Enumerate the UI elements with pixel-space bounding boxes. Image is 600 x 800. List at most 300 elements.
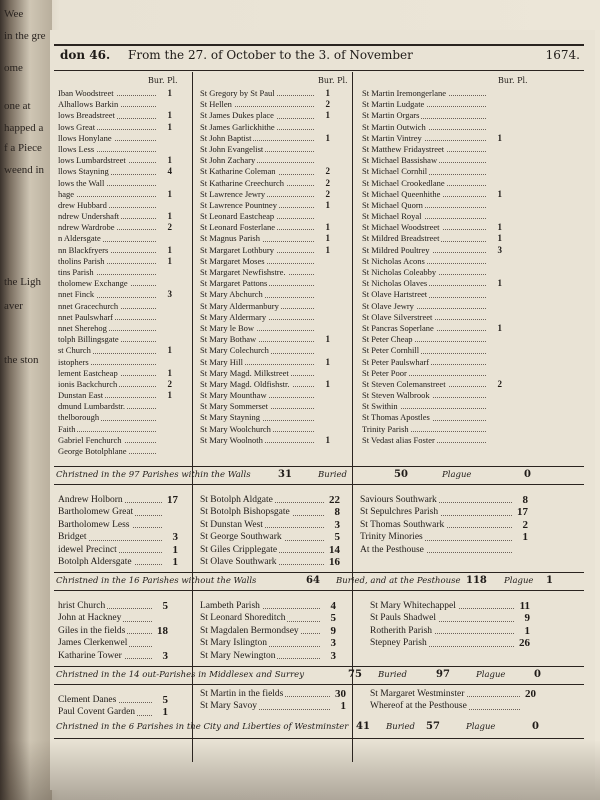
parish-row	[58, 637, 168, 649]
parish-row	[58, 625, 168, 637]
burials-count: 1	[167, 345, 172, 356]
parish-name: St John Baptist	[200, 132, 252, 143]
parish-name: St Michael Cornhil	[362, 166, 428, 177]
parish-row	[58, 694, 168, 706]
parish-name: tins Parish	[58, 267, 94, 277]
parish-name: Bartholomew Great	[58, 507, 134, 518]
burials-count: 1	[325, 110, 330, 121]
parish-row	[362, 200, 502, 211]
burials-count: 26	[519, 637, 530, 650]
parish-row	[58, 301, 172, 312]
parish-row	[362, 345, 502, 356]
parish-row	[200, 688, 346, 700]
parish-name: St Pauls Shadwel	[370, 613, 436, 624]
parish-name: Faith	[58, 423, 76, 434]
burials-count: 1	[325, 199, 330, 210]
parish-row	[200, 99, 330, 110]
top-rule	[54, 44, 584, 46]
out-parishes-col2	[200, 600, 336, 662]
parish-name: St James Garlickhithe	[200, 121, 275, 132]
burials-count: 30	[335, 688, 346, 700]
burials-count: 1	[497, 188, 502, 199]
parish-name: St Mary Magd. Milkstreet	[200, 367, 289, 378]
parish-name: Stepney Parish	[370, 638, 427, 649]
parish-name: St John Zachary	[200, 155, 256, 166]
parish-name: St Mary Bothaw	[200, 334, 257, 345]
parish-row	[58, 200, 172, 211]
parish-name: James Clerkenwel	[58, 638, 128, 649]
burials-count: 1	[162, 706, 168, 719]
burials-count: 14	[329, 543, 340, 556]
parish-row	[362, 357, 502, 368]
parish-name: St Lawrence Pountney	[200, 199, 277, 210]
parish-row	[200, 700, 346, 712]
parish-row	[362, 155, 502, 166]
parish-name: nn Blackfryers	[58, 244, 109, 255]
parish-name: St Steven Walbrook	[362, 390, 430, 401]
parish-row	[200, 401, 330, 412]
parish-row	[58, 401, 172, 412]
parish-row	[58, 345, 172, 356]
within-walls-summary: Christned in the 97 Parishes within the Walls 31 Buried 50 Plague 0	[56, 469, 531, 480]
rule-without-end	[54, 572, 584, 573]
parish-row	[200, 650, 336, 662]
burials-count: 11	[519, 600, 530, 612]
parish-name: St Margaret Westminster	[370, 689, 465, 699]
burials-count: 1	[167, 110, 172, 121]
date-range-title: From the 27. of October to the 3. of November	[128, 48, 413, 62]
burials-count: 1	[325, 132, 330, 143]
parish-name: St Thomas Apostles	[362, 412, 430, 423]
parish-name: hrist Church	[58, 601, 106, 611]
parish-row	[362, 390, 502, 401]
parish-row	[200, 133, 330, 144]
parish-row	[200, 222, 330, 233]
bottom-rule	[54, 738, 584, 739]
parish-row	[200, 625, 336, 637]
parish-row	[360, 506, 528, 518]
facing-page-text: one at	[4, 100, 31, 112]
parish-row	[200, 110, 330, 121]
parish-row	[200, 368, 330, 379]
city-summary: Christned in the 6 Parishes in the City and Liberties of Westminster 41 Buried 57 Plague 0	[56, 721, 539, 732]
parish-row	[370, 600, 530, 612]
parish-name: St Mary Aldermanbury	[200, 300, 279, 311]
rule-city-start	[54, 684, 584, 685]
burials-count: 3	[330, 637, 336, 650]
parish-row	[360, 531, 528, 543]
parish-name: Rotherith Parish	[370, 625, 433, 636]
facing-page	[0, 0, 52, 800]
parish-row	[362, 379, 502, 390]
parish-name: St Martin Outwich	[362, 121, 426, 132]
parish-name: Katharine Tower	[58, 650, 122, 661]
parish-row	[362, 278, 502, 289]
burials-count: 9	[330, 624, 336, 637]
parish-name: St Nicholas Acons	[362, 255, 425, 266]
parish-row	[362, 211, 502, 222]
parish-row	[58, 278, 172, 289]
parish-name: St Thomas Southwark	[360, 519, 445, 530]
burials-count: 16	[329, 555, 340, 568]
parish-row	[362, 178, 502, 189]
parish-name: tholomew Exchange	[58, 278, 128, 289]
parish-name: St Margaret Newfishstre.	[200, 267, 286, 277]
parish-name: St Vedast alias Foster	[362, 434, 435, 445]
parish-name: nnet Sherehog	[58, 322, 107, 333]
burials-count: 1	[325, 244, 330, 255]
parish-name: St Hellen	[200, 99, 232, 110]
burials-count: 18	[157, 624, 168, 637]
burials-count: 3	[497, 244, 502, 255]
parish-name: St Nicholas Olaves	[362, 278, 428, 289]
parish-name: ionis Backchurch	[58, 378, 118, 389]
burials-count: 3	[334, 518, 340, 531]
burials-count: 2	[167, 222, 172, 233]
parish-name: St George Southwark	[200, 532, 282, 543]
rule-without-start	[54, 484, 584, 485]
parish-name: St Mildred Breadstreet	[362, 233, 440, 244]
parish-name: St Botolph Aldgate	[200, 495, 273, 505]
parish-name: St Mary Islington	[200, 638, 268, 649]
parish-name: st Church	[58, 345, 91, 356]
parish-name: St Peter Paulswharf	[362, 356, 430, 367]
without-walls-summary: Christned in the 16 Parishes without the Walls 64 Buried, and at the Pesthouse 118 Plague 1	[56, 575, 553, 586]
burials-count: 1	[325, 356, 330, 367]
parish-row	[200, 278, 330, 289]
parish-row	[362, 323, 502, 334]
parish-name: St Mildred Poultrey	[362, 244, 430, 255]
parish-name: St Katharine Coleman	[200, 166, 276, 177]
parish-row	[200, 256, 330, 267]
parish-name: St Mary Whitechappel	[370, 601, 456, 611]
without-walls-col3	[360, 494, 528, 556]
parish-name: nnet Finck	[58, 289, 95, 300]
parish-name: St Gregory by St Paul	[200, 88, 275, 98]
parish-row	[58, 189, 172, 200]
parish-name: St Steven Colemanstreet	[362, 378, 446, 389]
burials-count: 1	[325, 434, 330, 445]
city-col2	[200, 688, 346, 713]
parish-row	[370, 637, 530, 649]
without-walls-col1	[58, 494, 178, 568]
burials-count: 9	[524, 612, 530, 625]
parish-name: Clement Danes	[58, 695, 117, 705]
parish-name: St Matthew Fridaystreet	[362, 143, 445, 154]
burials-count: 1	[497, 132, 502, 143]
parish-row	[58, 706, 168, 718]
burials-count: 2	[325, 166, 330, 177]
parish-name: ndrew Undershaft	[58, 211, 120, 222]
parish-row	[58, 133, 172, 144]
parish-row	[58, 144, 172, 155]
parish-name: St Mary Aldermary	[200, 311, 267, 322]
parish-name: idewel Precinct	[58, 544, 117, 555]
parish-name: St Peter Cheap	[362, 334, 413, 345]
parish-name: St Pancras Soperlane	[362, 322, 434, 333]
parish-row	[362, 233, 502, 244]
parish-row	[370, 612, 530, 624]
parish-row	[58, 256, 172, 267]
burials-count: 2	[325, 177, 330, 188]
parish-row	[58, 412, 172, 423]
within-walls-col1	[58, 88, 172, 457]
burials-count: 1	[167, 390, 172, 401]
parish-row	[200, 267, 330, 278]
parish-row	[362, 144, 502, 155]
facing-page-text: weend in	[4, 164, 45, 176]
burials-count: 2	[167, 378, 172, 389]
burials-count: 1	[167, 188, 172, 199]
facing-page-text: ome	[4, 62, 23, 74]
parish-name: George Botolphlane	[58, 446, 127, 456]
page-header	[60, 48, 580, 62]
facing-page-text: happed a	[4, 122, 44, 134]
year: 1674.	[545, 48, 580, 62]
parish-row	[360, 544, 528, 556]
parish-name: St Margaret Moses	[200, 255, 265, 266]
parish-row	[362, 133, 502, 144]
parish-name: St Martin Iremongerlane	[362, 88, 447, 98]
burials-count: 5	[162, 600, 168, 612]
parish-name: St Martin Orgars	[362, 110, 420, 121]
parish-row	[58, 122, 172, 133]
parish-row	[200, 544, 340, 556]
parish-name: St Michael Bassishaw	[362, 155, 438, 166]
parish-row	[58, 233, 172, 244]
parish-name: St Mary Mounthaw	[200, 390, 267, 401]
parish-row	[362, 99, 502, 110]
burials-count: 1	[172, 555, 178, 568]
burials-count: 1	[167, 255, 172, 266]
within-walls-col3	[362, 88, 502, 446]
burials-count: 1	[340, 700, 346, 713]
parish-row	[58, 110, 172, 121]
parish-name: St Mary Abchurch	[200, 289, 263, 300]
parish-row	[58, 368, 172, 379]
parish-name: St Magdalen Bermondsey	[200, 625, 299, 636]
city-col3	[370, 688, 536, 713]
parish-row	[58, 334, 172, 345]
parish-row	[200, 144, 330, 155]
parish-name: St Giles Cripplegate	[200, 544, 278, 555]
facing-page-text: in the gre	[4, 30, 46, 42]
parish-row	[362, 189, 502, 200]
parish-name: St Leonard Eastcheap	[200, 211, 275, 222]
parish-row	[58, 650, 168, 662]
parish-name: tolph Billingsgate	[58, 334, 119, 345]
parish-row	[200, 233, 330, 244]
parish-row	[370, 625, 530, 637]
parish-row	[58, 379, 172, 390]
parish-row	[362, 256, 502, 267]
parish-row	[362, 222, 502, 233]
parish-row	[58, 211, 172, 222]
parish-row	[200, 289, 330, 300]
burials-count: 17	[167, 494, 178, 506]
parish-row	[200, 519, 340, 531]
parish-row	[58, 155, 172, 166]
facing-page-text: f a Piece	[4, 142, 42, 154]
burials-count: 3	[162, 649, 168, 662]
parish-row	[58, 88, 172, 99]
parish-row	[58, 289, 172, 300]
out-parishes-col3	[370, 600, 530, 650]
parish-row	[362, 166, 502, 177]
parish-row	[58, 245, 172, 256]
burials-count: 1	[522, 531, 528, 544]
parish-row	[362, 301, 502, 312]
parish-name: St Mary Sommerset	[200, 401, 268, 412]
parish-row	[58, 612, 168, 624]
parish-row	[360, 494, 528, 506]
parish-name: Whereof at the Pesthouse	[370, 701, 467, 712]
burials-count: 22	[329, 494, 340, 506]
parish-name: n Aldersgate	[58, 233, 101, 244]
parish-name: Gabriel Fenchurch	[58, 434, 122, 445]
parish-name: Andrew Holborn	[58, 495, 123, 505]
col2-bur-label: Bur. Pl.	[318, 76, 348, 85]
parish-name: St Martin Vintrey	[362, 132, 422, 143]
burials-count: 8	[334, 506, 340, 519]
photo-shadow	[0, 740, 600, 800]
parish-name: nnet Gracechurch	[58, 300, 119, 311]
parish-name: St Peter Cornhill	[362, 345, 420, 356]
parish-row	[362, 401, 502, 412]
parish-name: drew Hubbard	[58, 199, 107, 210]
parish-name: llows Stayning	[58, 166, 109, 177]
parish-name: St Nicholas Coleabby	[362, 267, 437, 277]
parish-name: llows Less	[58, 143, 95, 154]
burials-count: 17	[517, 506, 528, 519]
burials-count: 1	[167, 121, 172, 132]
burials-count: 1	[497, 222, 502, 233]
parish-name: Alhallows Barkin	[58, 99, 119, 110]
burials-count: 1	[167, 88, 172, 98]
facing-page-text: the Ligh	[4, 276, 41, 288]
parish-name: St Martin Ludgate	[362, 99, 425, 110]
parish-row	[200, 379, 330, 390]
parish-name: St Michael Crookedlane	[362, 177, 445, 188]
parish-name: St James Dukes place	[200, 110, 274, 121]
vertical-rule-2	[352, 72, 353, 762]
parish-row	[200, 424, 330, 435]
parish-name: Paul Covent Garden	[58, 707, 136, 718]
parish-name: St Mary Stayning	[200, 412, 260, 423]
burials-count: 3	[330, 649, 336, 662]
burials-count: 2	[497, 378, 502, 389]
parish-row	[58, 531, 178, 543]
burials-count: 2	[325, 99, 330, 110]
parish-name: Trinity Parish	[362, 423, 409, 434]
parish-name: St Lawrence Jewry	[200, 188, 266, 199]
parish-row	[362, 412, 502, 423]
parish-row	[58, 222, 172, 233]
parish-name: Lambeth Parish	[200, 601, 260, 611]
parish-name: St Mary Newington	[200, 650, 276, 661]
parish-name: tholins Parish	[58, 255, 105, 266]
burials-count: 1	[524, 624, 530, 637]
parish-row	[58, 435, 172, 446]
parish-row	[362, 245, 502, 256]
parish-name: St Swithin	[362, 401, 398, 412]
header-rule	[54, 70, 584, 71]
parish-row	[200, 612, 336, 624]
parish-row	[370, 700, 536, 712]
burials-count: 1	[325, 334, 330, 345]
parish-row	[58, 166, 172, 177]
parish-row	[200, 556, 340, 568]
parish-name: St Leonard Fosterlane	[200, 222, 276, 233]
burials-count: 20	[525, 688, 536, 700]
burials-count: 1	[325, 233, 330, 244]
parish-name: St Mary Savoy	[200, 701, 257, 712]
burials-count: 1	[167, 244, 172, 255]
parish-row	[200, 323, 330, 334]
parish-row	[200, 494, 340, 506]
burials-count: 1	[167, 367, 172, 378]
parish-name: hage	[58, 188, 75, 199]
parish-name: Saviours Southwark	[360, 495, 437, 505]
parish-name: llows Honylane	[58, 132, 112, 143]
within-walls-col2	[200, 88, 330, 446]
parish-row	[200, 506, 340, 518]
parish-row	[58, 323, 172, 334]
vertical-rule-1	[192, 72, 193, 762]
parish-row	[200, 412, 330, 423]
burials-count: 1	[497, 322, 502, 333]
parish-name: St Olave Southwark	[200, 556, 277, 567]
parish-row	[200, 122, 330, 133]
burials-count: 8	[522, 494, 528, 506]
parish-name: Bartholomew Less	[58, 519, 130, 530]
parish-row	[200, 200, 330, 211]
parish-name: St Botolph Bishopsgate	[200, 507, 290, 518]
parish-row	[200, 245, 330, 256]
parish-name: St Olave Hartstreet	[362, 289, 428, 300]
burials-count: 5	[334, 531, 340, 544]
parish-name: Iban Woodstreet	[58, 88, 114, 98]
parish-row	[200, 345, 330, 356]
parish-row	[58, 544, 178, 556]
parish-name: thelborough	[58, 412, 100, 423]
parish-name: St Mary Hill	[200, 356, 243, 367]
burials-count: 1	[325, 378, 330, 389]
parish-row	[58, 519, 178, 531]
burials-count: 1	[172, 543, 178, 556]
burials-count: 1	[325, 222, 330, 233]
parish-name: St Peter Poor	[362, 367, 407, 378]
parish-name: At the Pesthouse	[360, 544, 424, 555]
parish-name: St Margaret Lothbury	[200, 244, 274, 255]
parish-name: lows Lumbardstreet	[58, 155, 126, 166]
parish-row	[362, 289, 502, 300]
parish-row	[58, 446, 172, 457]
parish-row	[58, 390, 172, 401]
parish-name: St Mary le Bow	[200, 322, 255, 333]
parish-name: St Olave Jewry	[362, 300, 414, 311]
burials-count: 1	[167, 211, 172, 222]
parish-row	[58, 424, 172, 435]
parish-name: lows the Wall	[58, 177, 105, 188]
parish-row	[58, 357, 172, 368]
burials-count: 2	[522, 518, 528, 531]
parish-row	[200, 600, 336, 612]
parish-row	[200, 301, 330, 312]
rule-out-start	[54, 590, 584, 591]
parish-name: Giles in the fields	[58, 625, 126, 636]
parish-row	[200, 211, 330, 222]
